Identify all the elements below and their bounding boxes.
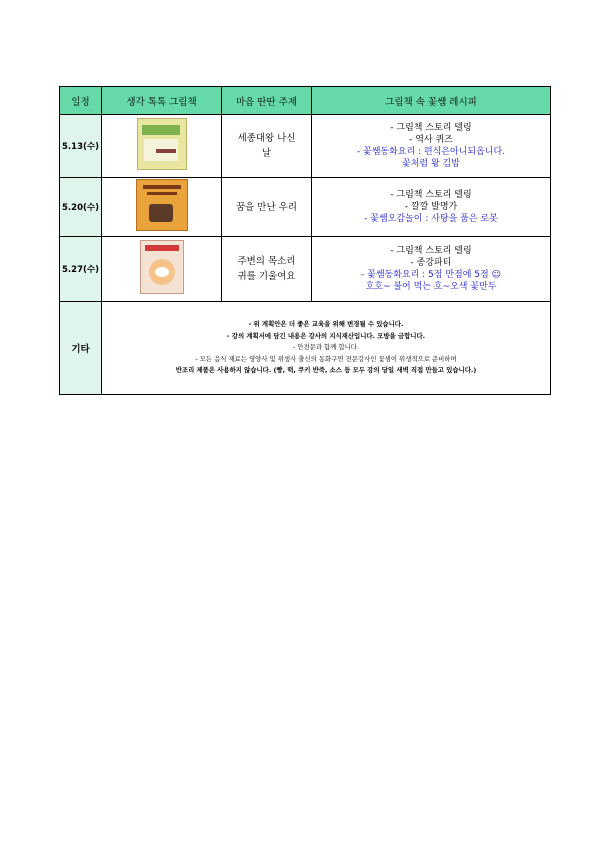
- book-cell: [102, 237, 222, 302]
- date-cell: 5.13(수): [60, 115, 102, 178]
- recipe-line: 꽃처럼 왕 김밥: [402, 159, 460, 169]
- date-cell: 5.20(수): [60, 178, 102, 237]
- book-cover-image: [140, 240, 184, 294]
- note-line: - 강의 계획서에 담긴 내용은 강사의 지식재산입니다. 모방을 금합니다.: [226, 331, 426, 340]
- theme-line: 귀를 기울여요: [237, 271, 296, 282]
- book-cover-image: [136, 179, 188, 231]
- recipe-line: - 그림책 스토리 텔링: [390, 123, 472, 133]
- header-theme: 마음 딴딴 주제: [222, 87, 312, 115]
- recipe-line: - 깔깔 발명가: [404, 202, 458, 212]
- theme-cell: [222, 178, 312, 237]
- theme-line: 날: [261, 148, 272, 159]
- theme-line: 꿈을 만난 우리: [235, 201, 298, 213]
- note-line: - 안전문과 함께 합니다.: [293, 343, 359, 352]
- recipe-cell: [312, 115, 551, 178]
- recipe-line: - 꽃쌤오감놀이 : 사탕을 품은 로봇: [364, 214, 498, 224]
- recipe-line: - 꽃쌤동화요리 : 5점 만점에 5점 ☺: [361, 270, 501, 280]
- recipe-line: - 역사 퀴즈: [409, 135, 453, 145]
- header-row: [60, 87, 551, 115]
- book-cell: [102, 115, 222, 178]
- etc-label: 기타: [60, 302, 102, 395]
- recipe-line: - 꽃쌤동화요리 : 편식은아니되옵니다.: [356, 147, 506, 157]
- recipe-line: - 그림책 스토리 텔링: [390, 190, 472, 200]
- recipe-cell: [312, 178, 551, 237]
- etc-row: [60, 302, 551, 395]
- notes-cell: [102, 302, 551, 395]
- date-cell: 5.27(수): [60, 237, 102, 302]
- recipe-line: - 종강파티: [410, 258, 452, 268]
- theme-cell: [222, 237, 312, 302]
- header-recipe: 그림책 속 꽃쌤 레시피: [312, 87, 551, 115]
- table-row: [60, 115, 551, 178]
- schedule-table: [59, 86, 551, 395]
- recipe-line: - 그림책 스토리 텔링: [390, 246, 472, 256]
- note-line: 반조리 제품은 사용하지 않습니다. (빵, 떡, 쿠키 반죽, 소스 등 모두 강의 당일 새벽 직접 만들고 있습니다.): [175, 366, 477, 375]
- note-line: - 위 계획안은 더 좋은 교육을 위해 변경될 수 있습니다.: [248, 320, 404, 329]
- book-cover-image: [137, 118, 187, 170]
- note-line: - 모든 음식 재료는 영양사 및 위생사 출신의 동화구연 전문강사인 꽃샘이 위생적으로 준비하며: [195, 354, 457, 363]
- book-cell: [102, 178, 222, 237]
- recipe-cell: [312, 237, 551, 302]
- table-row: [60, 178, 551, 237]
- header-date: 일정: [60, 87, 102, 115]
- theme-cell: [222, 115, 312, 178]
- recipe-line: 호호~ 불어 먹는 호~오색 꽃만두: [365, 282, 497, 292]
- table-row: [60, 237, 551, 302]
- header-picture-book: 생각 톡톡 그림책: [102, 87, 222, 115]
- theme-line: 세종대왕 나신: [237, 133, 296, 144]
- theme-line: 주변의 목소리: [237, 256, 296, 267]
